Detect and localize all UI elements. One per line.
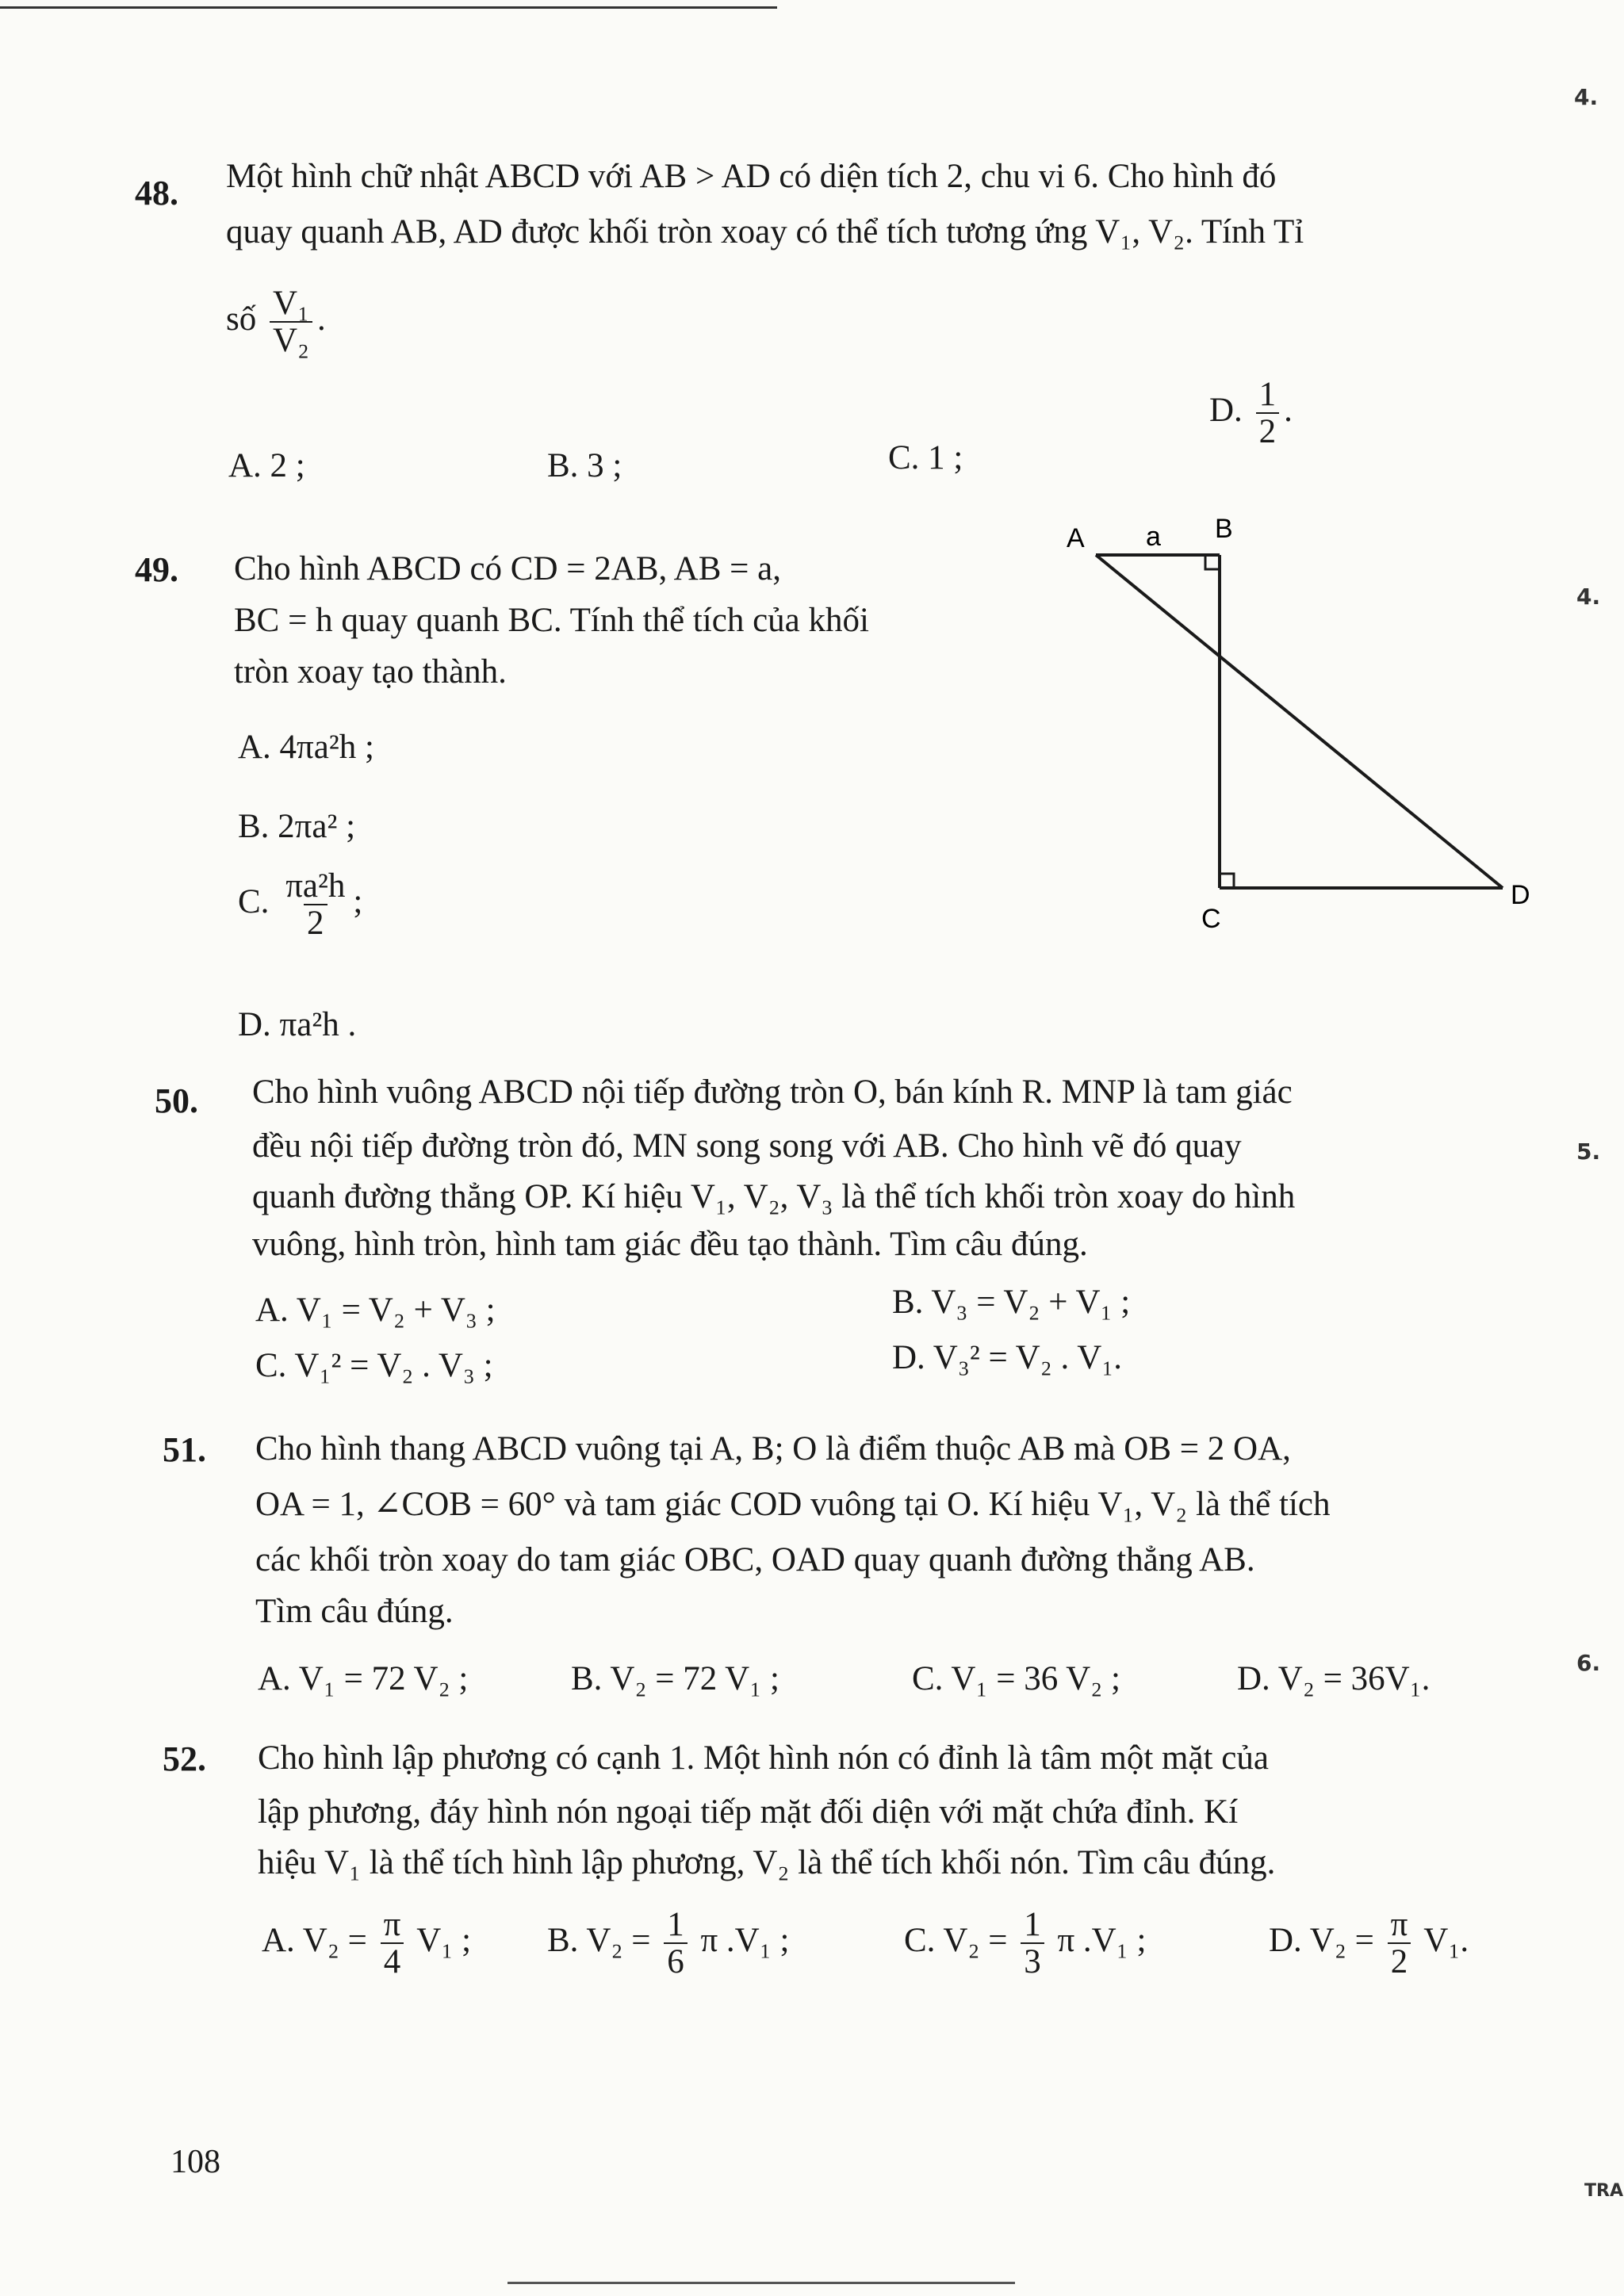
option-fraction <box>381 1907 404 1980</box>
fraction-numerator: π <box>383 1906 401 1943</box>
fraction-denominator: 2 <box>304 904 327 941</box>
margin-mark: 4. <box>1574 84 1599 110</box>
option-prefix: D. V₂ = <box>1269 1922 1374 1960</box>
ratio-expression: số $\frac{\text{V₁}}{\text{V₂}}$ . <box>226 285 326 360</box>
answer-option-c: C. V₁ = 36 V₂ ; <box>912 1660 1120 1697</box>
option-fraction <box>1388 1907 1411 1980</box>
answer-option-b <box>547 1907 789 1980</box>
problem-text-line: đều nội tiếp đường tròn đó, MN song song với AB. Cho hình vẽ đó quay <box>252 1127 1242 1165</box>
answer-option-a: A. 2 ; <box>228 447 305 484</box>
margin-mark: TRA <box>1584 2181 1623 2201</box>
margin-mark: 5. <box>1576 1138 1601 1165</box>
option-label: C. <box>238 883 270 921</box>
answer-option-a: A. V₁ = 72 V₂ ; <box>258 1660 469 1697</box>
page-number: 108 <box>170 2144 220 2180</box>
label-side-a: a <box>1146 522 1161 552</box>
answer-option-b: B. 3 ; <box>547 447 622 484</box>
answer-option-d: D. V₃² = V₂ . V₁. <box>892 1339 1122 1376</box>
top-rule <box>0 6 777 9</box>
answer-option-c: C. $\frac{\text{πa²h}}{2}$ ; <box>238 867 363 943</box>
problem-text-line: số <box>226 300 257 339</box>
option-fraction <box>282 868 348 941</box>
label-b: B <box>1215 515 1233 544</box>
answer-option-d: D. V₂ = 36V₁. <box>1237 1660 1431 1697</box>
answer-option-c: C. 1 ; <box>888 439 963 476</box>
fraction-numerator: 1 <box>667 1906 684 1943</box>
fraction-denominator: 3 <box>1021 1942 1044 1980</box>
option-prefix: C. V₂ = <box>904 1922 1008 1960</box>
fraction-denominator: 2 <box>1388 1942 1411 1980</box>
problem-text-line: tròn xoay tạo thành. <box>234 653 507 691</box>
answer-option-b: B. V₂ = 72 V₁ ; <box>571 1660 779 1697</box>
answer-option-a: A. V₁ = V₂ + V₃ ; <box>255 1292 496 1329</box>
option-prefix: A. V₂ = <box>262 1922 367 1960</box>
fraction-numerator: π <box>1390 1906 1408 1943</box>
fraction-denominator: 2 <box>1256 412 1280 450</box>
fraction-denominator: 6 <box>664 1942 688 1980</box>
answer-option-b: B. 2πa² ; <box>238 808 356 845</box>
option-prefix: B. V₂ = <box>547 1922 651 1960</box>
fraction-numerator: πa²h <box>285 867 346 905</box>
problem-text-line: BC = h quay quanh BC. Tính thể tích của khối <box>234 602 869 639</box>
problem-text-line: quay quanh AB, AD được khối tròn xoay có thể tích tương ứng V₁, V₂. Tính Tỉ <box>226 213 1304 251</box>
fraction-denominator: 4 <box>381 1942 404 1980</box>
label-a: A <box>1067 523 1085 553</box>
fraction-numerator: 1 <box>1024 1906 1041 1943</box>
problem-number: 51. <box>163 1430 206 1469</box>
option-suffix: π .V₁ ; <box>700 1922 790 1960</box>
problem-text-line: quanh đường thẳng OP. Kí hiệu V₁, V₂, V₃ là thể tích khối tròn xoay do hình <box>252 1178 1296 1215</box>
ratio-fraction <box>270 285 312 358</box>
problem-number: 49. <box>135 550 178 589</box>
problem-text-line: OA = 1, ∠COB = 60° và tam giác COD vuông tại O. Kí hiệu V₁, V₂ là thể tích <box>255 1486 1331 1523</box>
segment-ad <box>1096 555 1503 888</box>
margin-mark: 6. <box>1576 1650 1601 1676</box>
problem-number: 48. <box>135 174 178 212</box>
problem-text-line: các khối tròn xoay do tam giác OBC, OAD quay quanh đường thẳng AB. <box>255 1541 1255 1578</box>
answer-option-b: B. V₃ = V₂ + V₁ ; <box>892 1284 1131 1321</box>
bottom-rule <box>508 2282 1015 2284</box>
problem-text-line: Cho hình lập phương có cạnh 1. Một hình nón có đỉnh là tâm một mặt của <box>258 1739 1269 1777</box>
problem-text-line: Cho hình thang ABCD vuông tại A, B; O là điểm thuộc AB mà OB = 2 OA, <box>255 1430 1291 1468</box>
problem-text-line: vuông, hình tròn, hình tam giác đều tạo thành. Tìm câu đúng. <box>252 1226 1088 1263</box>
answer-option-a: A. 4πa²h ; <box>238 729 374 766</box>
fraction-denominator: V₂ <box>270 321 312 358</box>
option-suffix: π .V₁ ; <box>1057 1922 1147 1960</box>
margin-mark: 4. <box>1576 584 1601 610</box>
problem-text-line: Tìm câu đúng. <box>255 1593 454 1630</box>
answer-option-d: D. $\frac{1}{2}$ . <box>1209 376 1293 451</box>
option-suffix: V₁ ; <box>416 1922 472 1960</box>
label-c: C <box>1201 904 1221 934</box>
option-fraction <box>664 1907 688 1980</box>
problem-text-line: Một hình chữ nhật ABCD với AB > AD có diện tích 2, chu vi 6. Cho hình đó <box>226 158 1277 195</box>
problem-number: 52. <box>163 1739 206 1778</box>
problem-number: 50. <box>155 1081 198 1120</box>
label-d: D <box>1511 880 1530 910</box>
answer-option-c: C. V₁² = V₂ . V₃ ; <box>255 1347 493 1384</box>
trapezoid-figure <box>1047 515 1554 959</box>
right-angle-b <box>1205 555 1220 569</box>
problem-text-line: Cho hình vuông ABCD nội tiếp đường tròn O, bán kính R. MNP là tam giác <box>252 1073 1293 1111</box>
problem-text-line: Cho hình ABCD có CD = 2AB, AB = a, <box>234 550 781 587</box>
right-angle-c <box>1220 874 1234 888</box>
answer-option-d: D. πa²h . <box>238 1006 357 1043</box>
option-fraction <box>1256 377 1280 450</box>
option-fraction <box>1021 1907 1044 1980</box>
answer-option-d <box>1269 1907 1469 1980</box>
fraction-numerator: V₁ <box>272 285 310 322</box>
answer-option-a <box>262 1907 471 1980</box>
problem-text-line: lập phương, đáy hình nón ngoại tiếp mặt đối diện với mặt chứa đỉnh. Kí <box>258 1793 1239 1831</box>
problem-text-line: hiệu V₁ là thể tích hình lập phương, V₂ là thể tích khối nón. Tìm câu đúng. <box>258 1844 1276 1881</box>
answer-option-c <box>904 1907 1146 1980</box>
fraction-numerator: 1 <box>1258 376 1277 413</box>
option-label: D. <box>1209 392 1243 430</box>
option-suffix: V₁. <box>1423 1922 1469 1960</box>
